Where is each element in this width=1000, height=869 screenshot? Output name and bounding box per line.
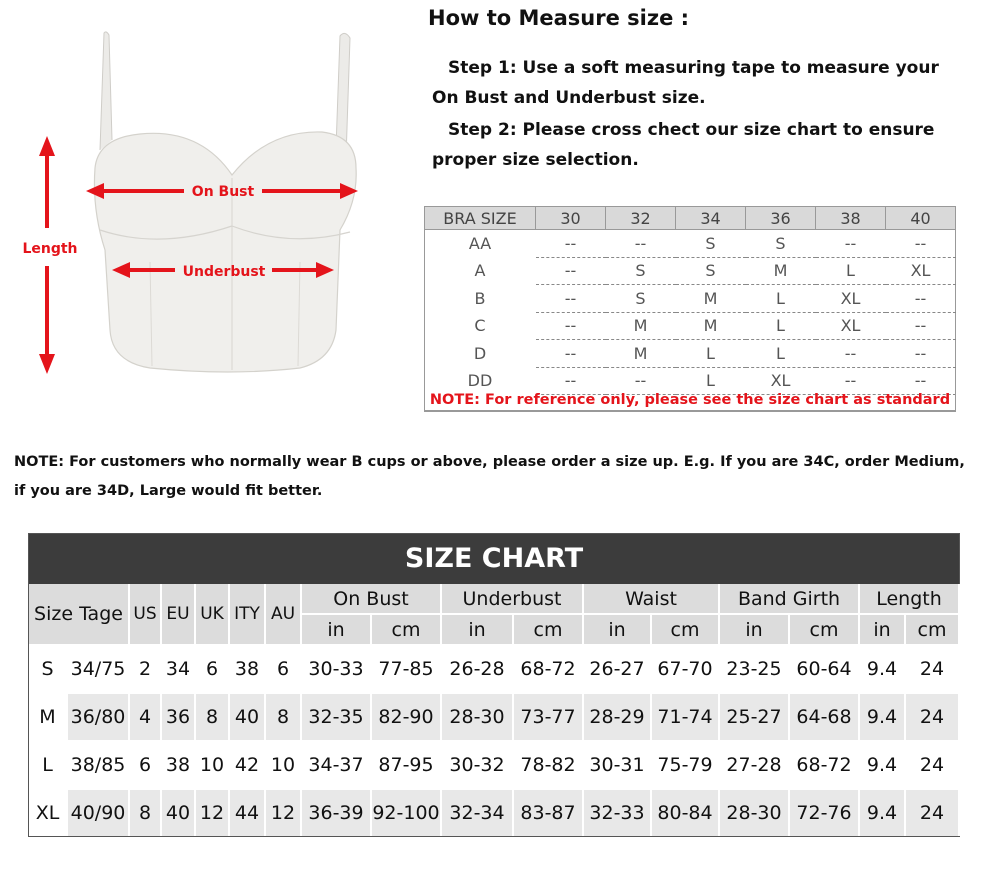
size-cell: 28-30 xyxy=(719,789,789,836)
size-cell: 8 xyxy=(129,789,161,836)
bra-cell: M xyxy=(606,340,676,368)
size-cell: 9.4 xyxy=(859,693,905,741)
bra-cell: AA xyxy=(468,234,492,253)
bra-cell: M xyxy=(746,257,816,285)
bra-header-cell: 36 xyxy=(746,207,816,230)
bra-header-cell: 30 xyxy=(536,207,606,230)
bra-header-cell: BRA SIZE xyxy=(425,207,536,230)
bra-header-cell: 32 xyxy=(606,207,676,230)
size-cell: 36-39 xyxy=(301,789,371,836)
size-cell: 10 xyxy=(195,741,229,789)
size-chart-header-row xyxy=(29,584,959,614)
bra-cell: -- xyxy=(886,285,956,313)
size-cell: 78-82 xyxy=(513,741,583,789)
size-row-l xyxy=(29,741,959,789)
bra-cell: L xyxy=(746,340,816,368)
bra-cell: L xyxy=(746,285,816,313)
bra-cell: -- xyxy=(606,367,676,395)
bra-cell: B xyxy=(474,288,486,308)
length-label: Length xyxy=(22,241,78,257)
bra-cell: XL xyxy=(816,285,886,313)
size-row-m xyxy=(29,693,959,741)
unit-in: in xyxy=(301,614,371,645)
bra-table-row xyxy=(425,230,956,258)
size-cell: 36/80 xyxy=(67,693,129,741)
bra-cell: S xyxy=(676,257,746,285)
size-cell: 30-31 xyxy=(583,741,651,789)
underbust-label: Underbust xyxy=(182,264,266,280)
bra-table-note: NOTE: For reference only, please see the size chart as standard xyxy=(424,387,956,412)
size-cell: 38/85 xyxy=(67,741,129,789)
size-cell: 28-30 xyxy=(441,693,513,741)
size-cell: 40 xyxy=(161,789,195,836)
size-cell: 6 xyxy=(129,741,161,789)
bra-cell: A xyxy=(474,261,486,281)
bra-cell: XL xyxy=(886,257,956,285)
size-chart-table xyxy=(29,584,960,836)
bra-cell: -- xyxy=(886,367,956,395)
bra-header-cell: 40 xyxy=(886,207,956,230)
size-cell: 23-25 xyxy=(719,645,789,693)
size-cell: 87-95 xyxy=(371,741,441,789)
size-cell: S xyxy=(29,645,67,693)
left-strap xyxy=(100,32,112,150)
size-cell: 92-100 xyxy=(371,789,441,836)
bra-cell: -- xyxy=(816,230,886,258)
bra-cell: S xyxy=(746,230,816,258)
bra-cell: -- xyxy=(606,230,676,258)
size-cell: M xyxy=(29,693,67,741)
size-cell: 64-68 xyxy=(789,693,859,741)
size-cell: 24 xyxy=(905,741,959,789)
size-cell: 30-32 xyxy=(441,741,513,789)
size-cell: 12 xyxy=(265,789,301,836)
bra-cell: C xyxy=(474,316,486,336)
size-cell: 6 xyxy=(265,645,301,693)
bra-cell: -- xyxy=(816,367,886,395)
unit-in: in xyxy=(441,614,513,645)
bra-header-cell: 38 xyxy=(816,207,886,230)
size-cell: 68-72 xyxy=(513,645,583,693)
size-cell: 26-28 xyxy=(441,645,513,693)
step-1-line-1: Step 1: Use a soft measuring tape to measure your xyxy=(448,58,939,78)
size-cell: 32-35 xyxy=(301,693,371,741)
size-cell: L xyxy=(29,741,67,789)
header-eu: EU xyxy=(161,584,195,645)
bra-cell: -- xyxy=(886,230,956,258)
size-cell: 40/90 xyxy=(67,789,129,836)
unit-cm: cm xyxy=(905,614,959,645)
size-cell: 34 xyxy=(161,645,195,693)
header-us: US xyxy=(129,584,161,645)
step-1 xyxy=(432,53,992,113)
size-cell: 72-76 xyxy=(789,789,859,836)
size-cell: 9.4 xyxy=(859,645,905,693)
size-cell: 80-84 xyxy=(651,789,719,836)
size-cell: 12 xyxy=(195,789,229,836)
bra-cell: M xyxy=(676,285,746,313)
unit-cm: cm xyxy=(513,614,583,645)
size-cell: 9.4 xyxy=(859,789,905,836)
measure-title: How to Measure size : xyxy=(428,6,690,30)
size-cell: 10 xyxy=(265,741,301,789)
bra-cell: XL xyxy=(816,312,886,340)
bra-cell: M xyxy=(676,312,746,340)
bra-cell: D xyxy=(473,343,487,363)
bra-cell: S xyxy=(606,285,676,313)
bustier-illustration xyxy=(0,0,400,430)
size-cell: 24 xyxy=(905,645,959,693)
bra-size-table xyxy=(424,206,956,395)
bra-cell: -- xyxy=(536,285,606,313)
unit-in: in xyxy=(719,614,789,645)
unit-in: in xyxy=(583,614,651,645)
size-cell: 38 xyxy=(229,645,265,693)
customer-note-line-2: if you are 34D, Large would fit better. xyxy=(14,483,323,499)
size-cell: 8 xyxy=(195,693,229,741)
size-cell: 83-87 xyxy=(513,789,583,836)
bra-table-row xyxy=(425,340,956,368)
size-cell: 60-64 xyxy=(789,645,859,693)
size-chart-title: SIZE CHART xyxy=(29,534,959,584)
size-row-s xyxy=(29,645,959,693)
size-cell: 25-27 xyxy=(719,693,789,741)
size-cell: 38 xyxy=(161,741,195,789)
bra-cell: -- xyxy=(536,367,606,395)
bra-table-row xyxy=(425,285,956,313)
size-cell: 34/75 xyxy=(67,645,129,693)
on-bust-label: On Bust xyxy=(191,184,255,200)
size-cell: 36 xyxy=(161,693,195,741)
size-cell: XL xyxy=(29,789,67,836)
header-on-bust: On Bust xyxy=(301,584,441,614)
size-cell: 75-79 xyxy=(651,741,719,789)
bra-cell: L xyxy=(676,340,746,368)
unit-cm: cm xyxy=(651,614,719,645)
bra-cell: -- xyxy=(536,340,606,368)
header-uk: UK xyxy=(195,584,229,645)
bra-cell: L xyxy=(676,367,746,395)
size-cell: 32-34 xyxy=(441,789,513,836)
size-cell: 30-33 xyxy=(301,645,371,693)
customer-note xyxy=(14,448,994,506)
bra-table-header xyxy=(425,207,956,230)
size-cell: 32-33 xyxy=(583,789,651,836)
size-cell: 40 xyxy=(229,693,265,741)
size-cell: 28-29 xyxy=(583,693,651,741)
unit-in: in xyxy=(859,614,905,645)
size-cell: 8 xyxy=(265,693,301,741)
unit-cm: cm xyxy=(789,614,859,645)
step-1-line-2: On Bust and Underbust size. xyxy=(432,88,706,108)
bra-cell: M xyxy=(606,312,676,340)
size-cell: 42 xyxy=(229,741,265,789)
header-waist: Waist xyxy=(583,584,719,614)
bra-cell: L xyxy=(816,257,886,285)
step-2 xyxy=(432,115,992,175)
bra-cell: -- xyxy=(536,312,606,340)
bra-cell: -- xyxy=(536,230,606,258)
size-cell: 9.4 xyxy=(859,741,905,789)
size-cell: 24 xyxy=(905,789,959,836)
bustier-body xyxy=(94,132,356,372)
size-cell: 71-74 xyxy=(651,693,719,741)
bra-cell: DD xyxy=(467,371,493,391)
bra-table-row xyxy=(425,312,956,340)
header-band-girth: Band Girth xyxy=(719,584,859,614)
bra-cell: XL xyxy=(746,367,816,395)
header-length: Length xyxy=(859,584,959,614)
bra-table-row xyxy=(425,257,956,285)
bra-cell: -- xyxy=(886,312,956,340)
bra-cell: S xyxy=(606,257,676,285)
size-cell: 24 xyxy=(905,693,959,741)
bra-header-cell: 34 xyxy=(676,207,746,230)
header-ity: ITY xyxy=(229,584,265,645)
bra-cell: L xyxy=(746,312,816,340)
size-cell: 27-28 xyxy=(719,741,789,789)
size-cell: 26-27 xyxy=(583,645,651,693)
customer-note-line-1: NOTE: For customers who normally wear B cups or above, please order a size up. E.g. If you are 34C, order Medium, xyxy=(14,454,965,470)
unit-cm: cm xyxy=(371,614,441,645)
header-size-tage: Size Tage xyxy=(29,584,129,645)
size-cell: 68-72 xyxy=(789,741,859,789)
size-cell: 34-37 xyxy=(301,741,371,789)
bra-cell: -- xyxy=(536,257,606,285)
header-underbust: Underbust xyxy=(441,584,583,614)
bra-cell: -- xyxy=(886,340,956,368)
size-cell: 4 xyxy=(129,693,161,741)
size-cell: 2 xyxy=(129,645,161,693)
header-au: AU xyxy=(265,584,301,645)
size-cell: 77-85 xyxy=(371,645,441,693)
size-cell: 73-77 xyxy=(513,693,583,741)
step-2-line-2: proper size selection. xyxy=(432,150,639,170)
bra-cell: -- xyxy=(816,340,886,368)
bra-cell: S xyxy=(676,230,746,258)
size-cell: 44 xyxy=(229,789,265,836)
size-cell: 67-70 xyxy=(651,645,719,693)
size-cell: 82-90 xyxy=(371,693,441,741)
size-row-xl xyxy=(29,789,959,836)
size-cell: 6 xyxy=(195,645,229,693)
step-2-line-1: Step 2: Please cross chect our size chart to ensure xyxy=(448,120,935,140)
